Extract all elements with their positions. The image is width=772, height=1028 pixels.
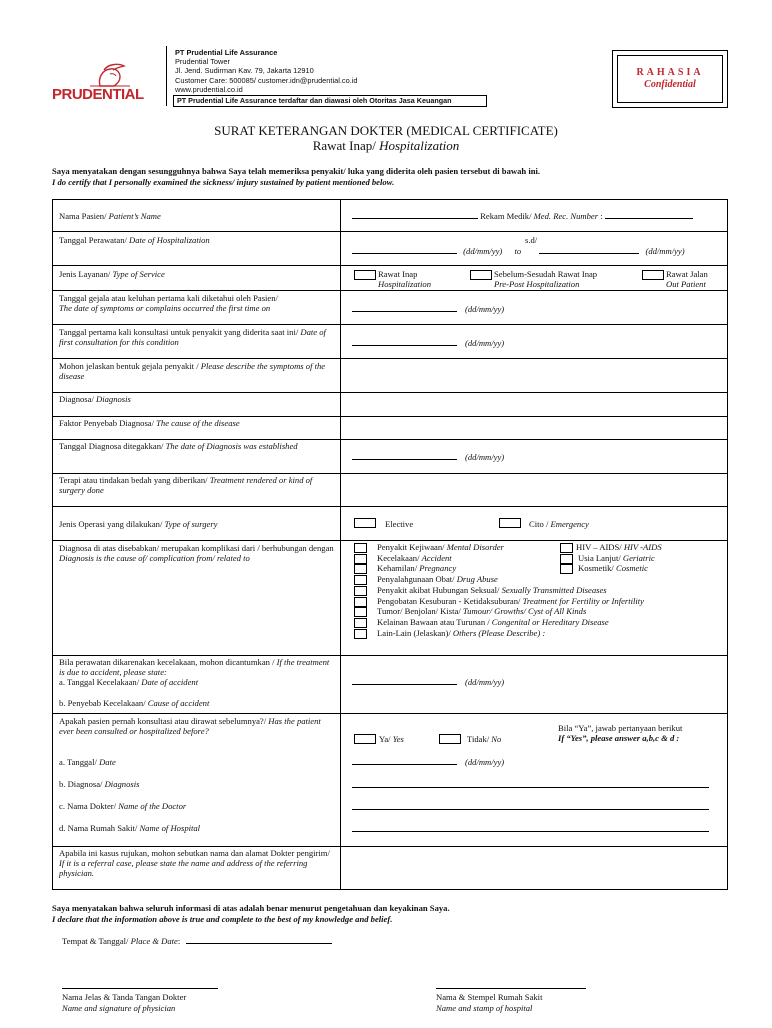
prior-date-field[interactable]: [352, 757, 457, 765]
therapy-label: Terapi atau tindakan bedah yang diberikan/ Treatment rendered or kind of surgery done: [59, 475, 313, 496]
complication-checkbox-right[interactable]: [560, 554, 573, 564]
hosp-date-sd: s.d/: [525, 235, 538, 245]
confidential-stamp: [612, 50, 728, 108]
prudential-head-icon: [80, 62, 140, 88]
symptom-date-label: Tanggal gejala atau keluhan pertama kali diketahui oleh Pasien/ The date of symptoms or complains occurred the first time on: [59, 293, 278, 314]
company-regulation-note: PT Prudential Life Assurance terdaftar dan diawasi oleh Otoritas Jasa Keuangan: [173, 95, 487, 107]
symptom-date-row: (dd/mm/yy): [352, 304, 504, 314]
complication-checkbox-right[interactable]: [560, 543, 573, 553]
complication-checkbox[interactable]: [354, 597, 367, 607]
checkbox-inpatient[interactable]: [354, 270, 376, 280]
hospital-stamp-line[interactable]: [436, 988, 586, 989]
complication-checkbox[interactable]: [354, 629, 367, 639]
complication-checkbox[interactable]: [354, 543, 367, 553]
therapy-field[interactable]: [342, 474, 727, 506]
checkbox-elective[interactable]: [354, 518, 376, 528]
symptom-date-field[interactable]: [352, 304, 457, 312]
page-subtitle: Rawat Inap/ Hospitalization: [312, 138, 460, 153]
company-address: Jl. Jend. Sudirman Kav. 79, Jakarta 12910: [175, 66, 314, 76]
patient-name-row: [352, 211, 693, 221]
referral-label: Apabila ini kasus rujukan, mohon sebutkan nama dan alamat Dokter pengirim/ If it is a referral case, please state the name and address of the referring physician.: [59, 848, 330, 879]
logo-wordmark: PRUDENTIAL: [52, 86, 144, 103]
complication-option-right: Usia Lanjut/ Geriatric: [578, 552, 655, 563]
complication-option: Pengobatan Kesuburan - Ketidaksuburan/ Treatment for Fertility or Infertility: [377, 595, 644, 606]
option-yes: Ya/ Yes: [379, 734, 404, 744]
medical-form-table: [52, 199, 728, 890]
surgery-type-label: Jenis Operasi yang dilakukan/ Type of surgery: [59, 519, 218, 529]
checkbox-emergency[interactable]: [499, 518, 521, 528]
complication-option: Tumor/ Benjolan/ Kista/ Tumour/ Growths/ Cyst of All Kinds: [377, 606, 587, 617]
company-website: www.prudential.co.id: [175, 84, 243, 94]
doctor-signature-line[interactable]: [62, 988, 218, 989]
complication-checkbox-right[interactable]: [560, 564, 573, 574]
complication-option: Lain-Lain (Jelaskan)/ Others (Please Describe) :: [377, 627, 546, 638]
complication-checkbox[interactable]: [354, 586, 367, 596]
checkbox-pre-post[interactable]: [470, 270, 492, 280]
hosp-date-from-field[interactable]: [352, 246, 457, 254]
diagnosis-field[interactable]: [342, 393, 727, 416]
complication-option-right: HIV – AIDS/ HIV -AIDS: [576, 542, 662, 552]
doctor-signature-caption: Nama Jelas & Tanda Tangan Dokter Name and signature of physician: [62, 992, 187, 1013]
declaration-en: I declare that the information above is true and complete to the best of my knowledge and belief.: [52, 914, 393, 924]
complication-option: Penyakit akibat Hubungan Seksual/ Sexually Transmitted Diseases: [377, 584, 607, 595]
checkbox-no[interactable]: [439, 734, 461, 744]
prior-hospital-field[interactable]: [352, 831, 709, 832]
consult-date-label: Tanggal pertama kali konsultasi untuk penyakit yang diderita saat ini/ Date of first consultation for this condition: [59, 327, 326, 348]
prior-diagnosis-label: b. Diagnosa/ Diagnosis: [59, 779, 140, 789]
prior-consult-label: Apakah pasien pernah konsultasi atau dirawat sebelumnya?/ Has the patient ever been consulted or hospitalized before?: [59, 716, 321, 737]
prudential-logo: [52, 62, 162, 106]
company-name: PT Prudential Life Assurance: [175, 48, 278, 57]
complication-option: Kecelakaan/ Accident: [377, 552, 452, 563]
prior-consult-note: Bila “Ya”, jawab pertanyaan berikut If “Yes”, please answer a,b,c & d :: [558, 723, 683, 744]
symptoms-label: Mohon jelaskan bentuk gejala penyakit / Please describe the symptoms of the disease: [59, 361, 326, 382]
page-title: SURAT KETERANGAN DOKTER (MEDICAL CERTIFICATE): [214, 123, 558, 138]
complication-label: Diagnosa di atas disebabkan/ merupakan komplikasi dari / berhubungan dengan Diagnosis is the cause of/ complication from/ related to: [59, 543, 334, 564]
service-type-label: Jenis Layanan/ Type of Service: [59, 269, 165, 279]
diag-date-label: Tanggal Diagnosa ditegakkan/ The date of Diagnosis was established: [59, 441, 298, 451]
prior-doctor-field[interactable]: [352, 809, 709, 810]
company-info: [175, 48, 358, 94]
complication-option: Penyakit Kejiwaan/ Mental Disorder: [377, 542, 504, 552]
confidential-label-id: RAHASIA: [636, 67, 704, 78]
checkbox-outpatient[interactable]: [642, 270, 664, 280]
symptoms-field[interactable]: [342, 359, 727, 392]
med-rec-label: Rekam Medik/ Med. Rec. Number :: [480, 211, 603, 221]
cause-label: Faktor Penyebab Diagnosa/ The cause of the disease: [59, 418, 240, 428]
option-no: Tidak/ No: [467, 734, 502, 744]
option-elective: Elective: [385, 519, 414, 529]
confidential-stamp-inner: [617, 55, 723, 103]
prior-hospital-label: d. Nama Rumah Sakit/ Name of Hospital: [59, 823, 201, 833]
complication-checkbox[interactable]: [354, 607, 367, 617]
column-divider: [340, 200, 341, 889]
intro-statement-id: Saya menyatakan dengan sesungguhnya bahwa Saya telah memeriksa penyakit/ luka yang diderita oleh pasien tersebut di bawah ini.: [52, 166, 541, 176]
cause-field[interactable]: [342, 417, 727, 439]
prior-date-row: (dd/mm/yy): [352, 757, 504, 767]
prior-doctor-label: c. Nama Dokter/ Name of the Doctor: [59, 801, 187, 811]
prior-diagnosis-field[interactable]: [352, 787, 709, 788]
consult-date-field[interactable]: [352, 338, 457, 346]
med-rec-field[interactable]: [605, 211, 693, 219]
option-outpatient: Rawat Jalan Out Patient: [666, 269, 708, 290]
complication-option: Kehamilan/ Pregnancy: [377, 563, 457, 574]
prior-date-label: a. Tanggal/ Date: [59, 757, 116, 767]
diagnosis-label: Diagnosa/ Diagnosis: [59, 394, 131, 404]
place-date-field[interactable]: [186, 936, 332, 944]
declaration-id: Saya menyatakan bahwa seluruh informasi di atas adalah benar menurut pengetahuan dan keyakinan Saya.: [52, 903, 450, 913]
hosp-date-label: Tanggal Perawatan/ Date of Hospitalization: [59, 235, 210, 245]
company-contact: Customer Care: 500085/ customer.idn@prudential.co.id: [175, 75, 358, 85]
complication-checkbox[interactable]: [354, 575, 367, 585]
intro-statement-en: I do certify that I personally examined the sickness/ injury sustained by patient mentioned below.: [52, 177, 395, 187]
hosp-date-to-field[interactable]: [539, 246, 639, 254]
header-divider: [166, 46, 167, 106]
confidential-label-en: Confidential: [644, 79, 696, 90]
accident-date-field[interactable]: [352, 677, 457, 685]
complication-option: Kelainan Bawaan atau Turunan / Congenital or Hereditary Disease: [377, 616, 609, 627]
accident-date-label: a. Tanggal Kecelakaan/ Date of accident: [59, 677, 199, 687]
consult-date-row: (dd/mm/yy): [352, 338, 504, 348]
referral-field[interactable]: [342, 847, 727, 890]
accident-label: Bila perawatan dikarenakan kecelakaan, mohon dicantumkan / If the treatment is due to accident, please state:: [59, 657, 330, 678]
patient-name-field[interactable]: [352, 211, 478, 219]
company-building: Prudential Tower: [175, 57, 230, 67]
complication-checkbox[interactable]: [354, 564, 367, 574]
patient-name-label: Nama Pasien/ Patient’s Name: [59, 211, 161, 221]
hosp-date-row: (dd/mm/yy) to (dd/mm/yy): [352, 246, 685, 256]
checkbox-yes[interactable]: [354, 734, 376, 744]
option-pre-post: Sebelum-Sesudah Rawat Inap Pre-Post Hospitalization: [494, 269, 598, 290]
complication-option: Penyalahgunaan Obat/ Drug Abuse: [377, 574, 498, 585]
diag-date-row: (dd/mm/yy): [352, 452, 504, 462]
complication-option-right: Kosmetik/ Cosmetic: [578, 563, 648, 574]
complication-checkbox[interactable]: [354, 554, 367, 564]
option-inpatient: Rawat Inap Hospitalization: [378, 269, 432, 290]
accident-date-row: (dd/mm/yy): [352, 677, 504, 687]
hospital-stamp-caption: Nama & Stempel Rumah Sakit Name and stamp of hospital: [436, 992, 543, 1013]
place-date-row: Tempat & Tanggal/ Place & Date:: [62, 936, 332, 947]
complication-checkbox[interactable]: [354, 618, 367, 628]
diag-date-field[interactable]: [352, 452, 457, 460]
option-emergency: Cito / Emergency: [529, 519, 589, 529]
accident-cause-label: b. Penyebab Kecelakaan/ Cause of accident: [59, 698, 210, 708]
